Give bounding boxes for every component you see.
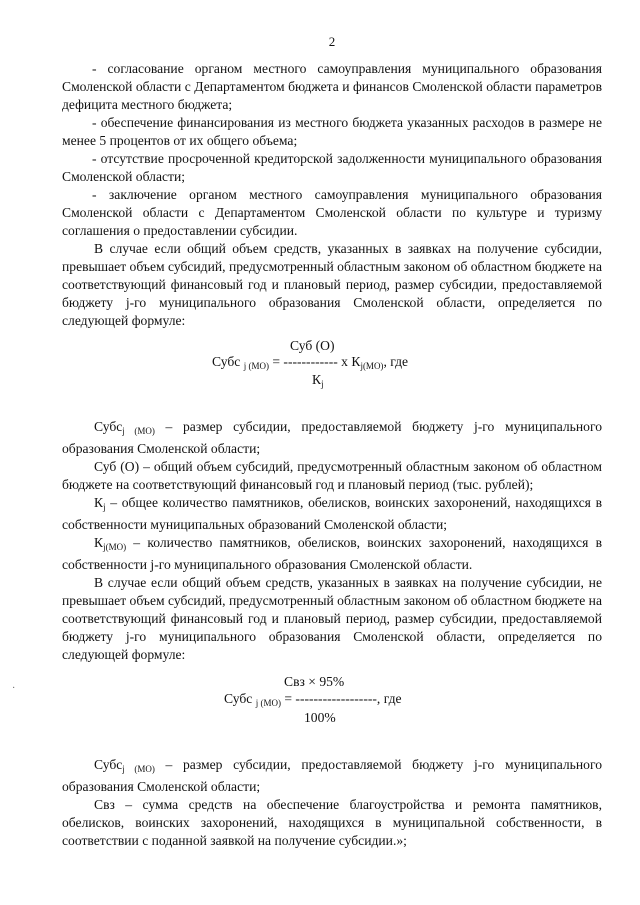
definition-symbol: Суб (О) — [94, 459, 140, 474]
definition-text: – размер субсидии, предоставляемой бюджету j-го муниципального образования Смоленской области; — [62, 757, 602, 794]
formula-1-fraction-bar: = ------------ — [272, 354, 338, 369]
definition-text: – сумма средств на обеспечение благоустройства и ремонта памятников, обелисков, воинских захоронений, находящихся в муниципальной собственности, в соответствии с поданной заявкой на получение субсидии.»; — [62, 797, 602, 848]
formula-2-fraction-bar: = ------------------ — [284, 691, 377, 706]
condition-item: - согласование органом местного самоуправления муниципального образования Смоленской области с Департаментом бюджета и финансов Смоленской области параметров дефицита местного бюджета; — [62, 61, 602, 112]
definition-symbol: К — [94, 495, 104, 510]
formula-1-times: х — [341, 354, 348, 369]
formula-1-lhs: Субс — [212, 354, 241, 369]
definition-symbol: К — [94, 535, 104, 550]
case2-intro: В случае если общий объем средств, указанных в заявках на получение субсидии, не превышает объем субсидий, предусмотренный областным законом об областном бюджете на соответствующий финансовый год и плановый период, размер субсидии, предоставляемой бюджету j-го муниципального образования Смоленской области, определяется по следующей формуле: — [62, 575, 602, 662]
formula-2-denominator: 100% — [304, 710, 336, 725]
formula-1-k: К — [351, 354, 361, 369]
formula-1-denominator — [312, 372, 324, 389]
definition-item — [62, 458, 602, 494]
definition-item — [62, 534, 602, 574]
page-number: 2 — [328, 34, 336, 49]
conditions-list — [62, 60, 602, 240]
definition-item — [62, 494, 602, 534]
definition-subscript: j (МО) — [122, 764, 155, 774]
definition-text: – размер субсидии, предоставляемой бюджету j-го муниципального образования Смоленской области; — [62, 419, 602, 456]
scan-artifact-mark: · — [12, 683, 16, 694]
formula-2-numerator: Свз × 95% — [284, 674, 345, 689]
formula-2-lhs: Субс — [224, 691, 253, 706]
formula-1-numerator: Суб (О) — [290, 338, 335, 353]
definition-text: – количество памятников, обелисков, воинских захоронений, находящихся в собственности j-го муниципального образования Смоленской области. — [62, 535, 602, 572]
formula-2-tail: , где — [376, 691, 402, 706]
formula-1-denominator-subscript: j — [321, 379, 324, 389]
definitions-2 — [62, 756, 602, 850]
formula-1-main-line — [212, 354, 408, 371]
formula-2-lhs-subscript: j (МО) — [255, 698, 281, 708]
condition-item: - обеспечение финансирования из местного бюджета указанных расходов в размере не менее 5 процентов от их общего объема; — [62, 115, 602, 148]
definition-item — [62, 796, 602, 850]
definition-subscript: j — [103, 502, 106, 512]
formula-1 — [62, 338, 602, 396]
definition-symbol: Субс — [94, 757, 123, 772]
definition-item — [62, 756, 602, 796]
definitions-1 — [62, 418, 602, 574]
definition-subscript: j (МО) — [122, 426, 155, 436]
formula-2 — [62, 674, 602, 730]
definition-item — [62, 418, 602, 458]
formula-1-lhs-subscript: j (МО) — [243, 361, 269, 371]
formula-1-denominator-symbol: К — [312, 372, 322, 387]
definition-subscript: j(МО) — [103, 542, 127, 552]
formula-1-tail: , где — [383, 354, 409, 369]
condition-item: - заключение органом местного самоуправления муниципального образования Смоленской области с Департаментом Смоленской области по культуре и туризму соглашения о предоставлении субсидии. — [62, 187, 602, 238]
definition-symbol: Субс — [94, 419, 123, 434]
definition-text: – общий объем субсидий, предусмотренный областным законом об областном бюджете на соответствующий финансовый год и плановый период (тыс. рублей); — [62, 459, 602, 492]
formula-1-k-subscript: j(МО) — [360, 361, 384, 371]
definition-symbol: Свз — [94, 797, 115, 812]
condition-item: - отсутствие просроченной кредиторской задолженности муниципального образования Смоленской области; — [62, 151, 602, 184]
definition-text: – общее количество памятников, обелисков, воинских захоронений, находящихся в собственности муниципальных образований Смоленской области; — [62, 495, 602, 532]
formula-2-main-line — [224, 691, 402, 708]
case1-intro: В случае если общий объем средств, указанных в заявках на получение субсидии, превышает объем субсидий, предусмотренный областным законом об областном бюджете на соответствующий финансовый год и плановый период, размер субсидии, предоставляемой бюджету j-го муниципального образования Смоленской области, определяется по следующей формуле: — [62, 241, 602, 328]
